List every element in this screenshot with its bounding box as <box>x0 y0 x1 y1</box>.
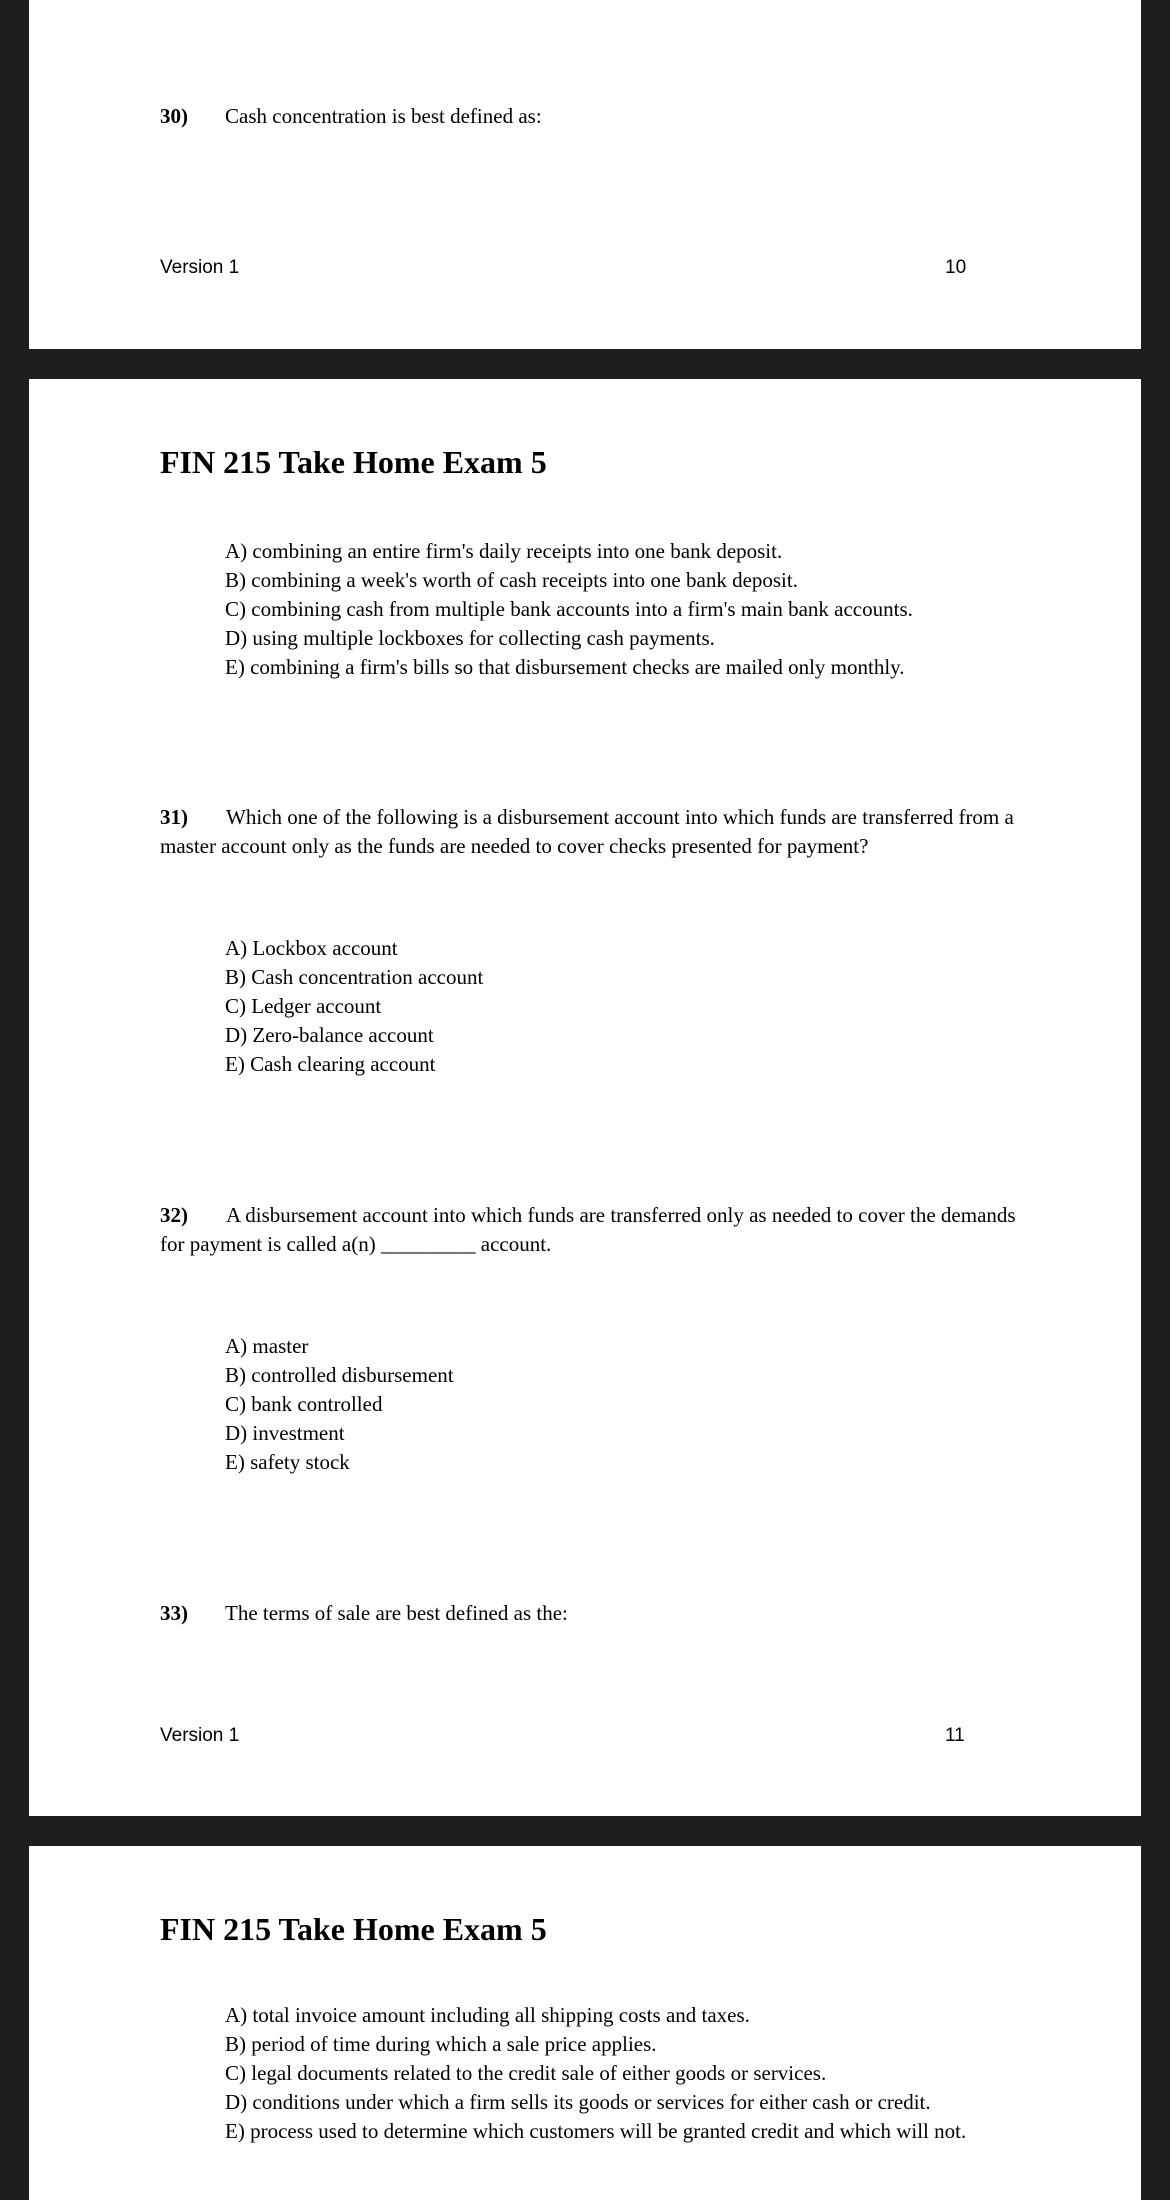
answer-option: B) period of time during which a sale price applies. <box>225 2032 657 2056</box>
footer-page-number: 11 <box>945 1725 965 1746</box>
answer-options-32 <box>225 1332 454 1477</box>
answer-option: B) Cash concentration account <box>225 965 484 989</box>
answer-option: B) controlled disbursement <box>225 1363 454 1387</box>
exam-header-title: FIN 215 Take Home Exam 5 <box>160 1911 547 1947</box>
question-text: The terms of sale are best defined as the: <box>225 1601 568 1625</box>
footer-page-number: 10 <box>945 257 967 278</box>
exam-header-title: FIN 215 Take Home Exam 5 <box>160 444 547 480</box>
answer-option: A) combining an entire firm's daily receipts into one bank deposit. <box>225 539 783 563</box>
question-text: Which one of the following is a disbursement account into which funds are transferred from a master account only as the funds are needed to cover checks presented for payment? <box>160 805 1014 858</box>
answer-option: B) combining a week's worth of cash receipts into one bank deposit. <box>225 568 798 592</box>
answer-options-30 <box>225 537 913 682</box>
answer-option: D) using multiple lockboxes for collecting cash payments. <box>225 626 715 650</box>
answer-options-31 <box>225 934 483 1079</box>
question-number: 30) <box>160 104 188 128</box>
question-number: 31) <box>160 805 188 829</box>
document-page-11 <box>29 379 1141 1816</box>
question-text: Cash concentration is best defined as: <box>225 104 542 128</box>
question-text: A disbursement account into which funds are transferred only as needed to cover the demands for payment is called a(n) _________ account. <box>160 1203 1016 1256</box>
answer-option: A) Lockbox account <box>225 936 398 960</box>
answer-option: C) Ledger account <box>225 994 382 1018</box>
answer-option: D) Zero-balance account <box>225 1023 434 1047</box>
answer-option: A) total invoice amount including all shipping costs and taxes. <box>225 2003 750 2027</box>
document-page-12 <box>29 1846 1141 2200</box>
answer-option: C) bank controlled <box>225 1392 383 1416</box>
answer-option: E) safety stock <box>225 1450 350 1474</box>
answer-option: E) Cash clearing account <box>225 1052 436 1076</box>
answer-option: E) combining a firm's bills so that disbursement checks are mailed only monthly. <box>225 655 905 679</box>
answer-option: A) master <box>225 1334 309 1358</box>
answer-option: C) legal documents related to the credit sale of either goods or services. <box>225 2061 827 2085</box>
footer-version: Version 1 <box>160 1725 240 1746</box>
answer-option: C) combining cash from multiple bank accounts into a firm's main bank accounts. <box>225 597 913 621</box>
question-number: 33) <box>160 1601 188 1625</box>
answer-option: D) conditions under which a firm sells its goods or services for either cash or credit. <box>225 2090 931 2114</box>
answer-option: D) investment <box>225 1421 345 1445</box>
question-number: 32) <box>160 1203 188 1227</box>
answer-option: E) process used to determine which customers will be granted credit and which will not. <box>225 2119 967 2143</box>
footer-version: Version 1 <box>160 257 240 278</box>
document-page-10 <box>29 0 1141 349</box>
answer-options-33 <box>225 2001 966 2146</box>
